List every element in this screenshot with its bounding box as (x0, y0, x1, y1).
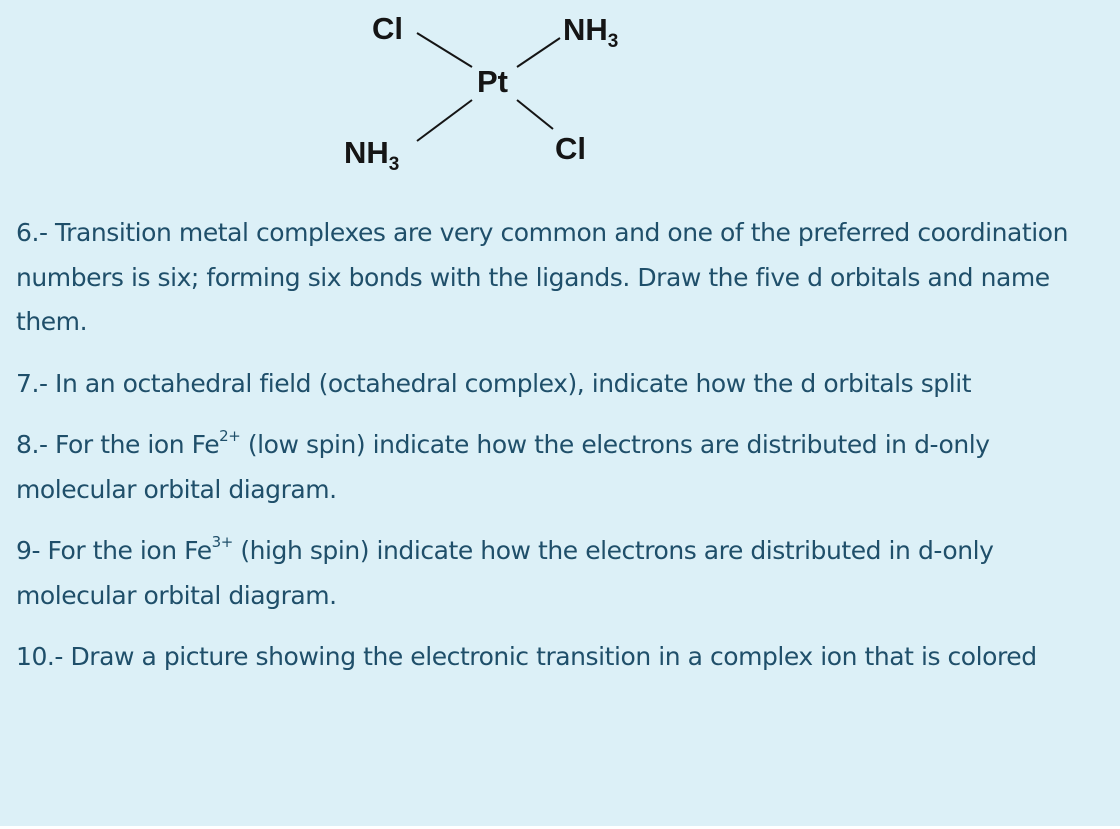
platinum-center: Pt (477, 64, 508, 99)
question-list (16, 211, 1106, 697)
ammonia-top-right-subscript: 3 (607, 31, 619, 52)
question-7: 7.- In an octahedral field (octahedral complex), indicate how the d orbitals split (16, 368, 972, 398)
ammonia-bottom-left-subscript: 3 (388, 154, 400, 175)
chlorine-top-left: Cl (372, 11, 403, 46)
question-6: 6.- Transition metal complexes are very common and one of the preferred coordination numbers is six; forming six bonds with the ligands. Draw the five d orbitals and name them. (16, 218, 1068, 336)
question-9-charge: 3+ (211, 533, 233, 551)
ammonia-top-right (563, 14, 618, 51)
bond-pt-cl-top (417, 33, 472, 67)
question-8-charge: 2+ (219, 427, 241, 445)
ammonia-top-right-base: NH (563, 12, 608, 47)
cisplatin-structure (330, 0, 660, 190)
question-10: 10.- Draw a picture showing the electronic transition in a complex ion that is colored (16, 642, 1037, 671)
question-9-text-end: (high spin) indicate how the electrons are distributed in d-only molecular orbital diagram. (16, 536, 994, 610)
bond-pt-cl-bottom (517, 100, 553, 129)
ammonia-bottom-left-base: NH (344, 135, 389, 170)
question-9-text-start: 9- For the ion Fe (16, 536, 212, 565)
ammonia-bottom-left (344, 137, 399, 174)
question-8 (16, 423, 1106, 512)
chlorine-bottom-right: Cl (555, 131, 586, 166)
bond-pt-nh3-top (517, 38, 560, 67)
question-8-text-end: (low spin) indicate how the electrons are distributed in d-only molecular orbital diagram. (16, 430, 990, 504)
question-9 (16, 529, 1106, 618)
bond-pt-nh3-bottom (417, 100, 472, 141)
question-8-text-start: 8.- For the ion Fe (16, 430, 220, 459)
